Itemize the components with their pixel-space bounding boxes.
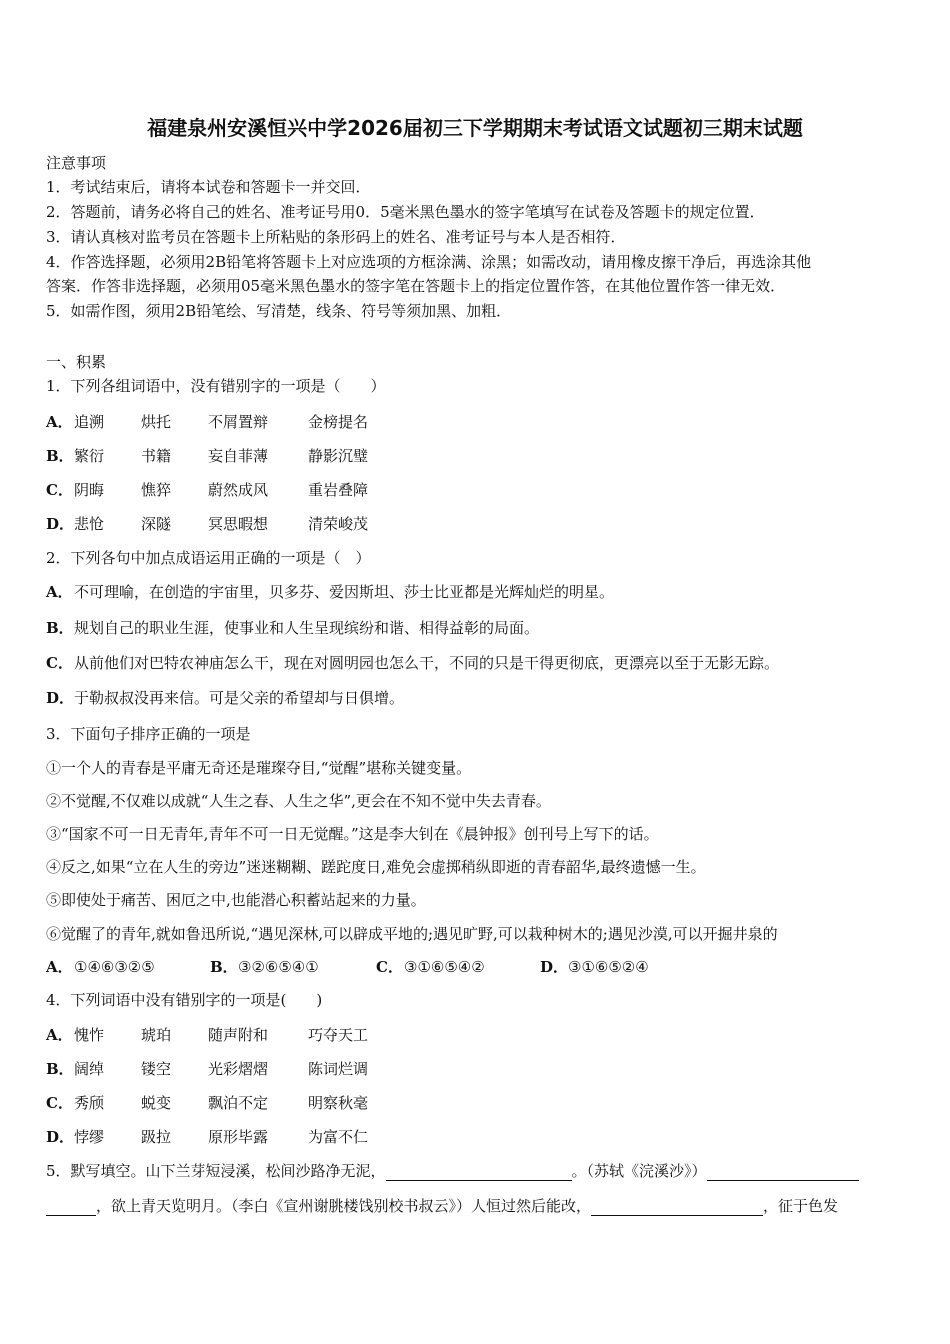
- option-word: 冥思暇想: [208, 515, 269, 533]
- option-word: 飘泊不定: [208, 1094, 269, 1112]
- q3-sentence-6: ⑥觉醒了的青年,就如鲁迅所说,“遇见深林,可以辟成平地的;遇见旷野,可以栽种树木的;遇见沙漠,可以开掘井泉的: [46, 925, 778, 943]
- q4-option-a: [46, 1025, 368, 1045]
- option-label: B．: [210, 958, 238, 976]
- option-word: 蜕变: [141, 1094, 172, 1112]
- q5-text: 5．默写填空。山下兰芽短浸溪，松间沙路净无泥，: [46, 1162, 386, 1180]
- option-text: ③②⑥⑤④①: [238, 958, 319, 976]
- q2-option-d: [46, 688, 404, 708]
- option-word: 清荣峻茂: [308, 515, 369, 533]
- notice-item-4: 4．作答选择题，必须用2B铅笔将答题卡上对应选项的方框涂满、涂黑；如需改动，请用橡皮擦干净后，再选涂其他: [46, 253, 812, 271]
- option-word: 光彩熠熠: [208, 1060, 269, 1078]
- answer-blank: [591, 1199, 763, 1216]
- section-heading: 一、积累: [46, 353, 107, 371]
- q2-stem: 2．下列各句中加点成语运用正确的一项是（ ）: [46, 549, 371, 567]
- option-label: D．: [46, 1128, 75, 1146]
- option-word: 悲怆: [74, 515, 105, 533]
- option-label: C．: [376, 958, 403, 976]
- q1-option-a: [46, 412, 368, 432]
- q1-option-d: [46, 514, 368, 534]
- option-word: 深隧: [141, 515, 172, 533]
- q3-sentence-5: ⑤即使处于痛苦、困厄之中,也能潜心积蓄站起来的力量。: [46, 891, 426, 909]
- option-word: 繁衍: [74, 447, 105, 465]
- option-word: 巧夺天工: [308, 1026, 369, 1044]
- q2-option-c: [46, 653, 779, 673]
- notice-item-4-cont: 答案．作答非选择题，必须用05毫米黑色墨水的签字笔在答题卡上的指定位置作答，在其他位置作答一律无效．: [46, 277, 786, 295]
- option-word: 为富不仁: [308, 1128, 369, 1146]
- option-text: ③①⑥⑤②④: [568, 958, 649, 976]
- q2-option-b: [46, 618, 539, 638]
- option-word: 琥珀: [141, 1026, 172, 1044]
- option-word: 追溯: [74, 413, 105, 431]
- q5-text: ，欲上青天览明月。（李白《宣州谢朓楼饯别校书叔云》）人恒过然后能改，: [96, 1197, 592, 1215]
- option-label: A．: [46, 958, 73, 976]
- q4-option-c: [46, 1093, 368, 1113]
- option-label: C．: [46, 654, 73, 672]
- option-word: 阔绰: [74, 1060, 105, 1078]
- q1-option-b: [46, 446, 368, 466]
- q2-option-a: [46, 582, 614, 602]
- option-word: 原形毕露: [208, 1128, 269, 1146]
- option-label: C．: [46, 1094, 73, 1112]
- q3-sentence-4: ④反之,如果“立在人生的旁边”迷迷糊糊、蹉跎度日,难免会虚掷稍纵即逝的青春韶华,最终遗憾一生。: [46, 858, 706, 876]
- option-word: 随声附和: [208, 1026, 269, 1044]
- q3-options: [46, 957, 649, 977]
- q3-sentence-1: ①一个人的青春是平庸无奇还是璀璨夺目,“觉醒”堪称关键变量。: [46, 759, 472, 777]
- q4-option-d: [46, 1127, 368, 1147]
- option-word: 趿拉: [141, 1128, 172, 1146]
- option-text: 于勒叔叔没再来信。可是父亲的希望却与日俱增。: [74, 689, 405, 707]
- option-word: 烘托: [141, 413, 172, 431]
- option-label: C．: [46, 481, 73, 499]
- option-text: ①④⑥③②⑤: [74, 958, 155, 976]
- option-word: 愧怍: [74, 1026, 105, 1044]
- option-label: D．: [46, 689, 75, 707]
- q3-sentence-2: ②不觉醒,不仅难以成就“人生之春、人生之华”,更会在不知不觉中失去青春。: [46, 792, 551, 810]
- q4-option-b: [46, 1059, 368, 1079]
- q5-text: ，征于色发: [763, 1197, 839, 1215]
- notice-heading: 注意事项: [46, 154, 107, 172]
- option-label: B．: [46, 447, 74, 465]
- option-word: 静影沉璧: [308, 447, 369, 465]
- option-label: D．: [540, 958, 569, 976]
- q3-sentence-3: ③“国家不可一日无青年,青年不可一日无觉醒。”这是李大钊在《晨钟报》创刊号上写下的话。: [46, 825, 659, 843]
- answer-blank: [707, 1164, 859, 1181]
- option-word: 妄自菲薄: [208, 447, 269, 465]
- page-title: 福建泉州安溪恒兴中学2026届初三下学期期末考试语文试题初三期末试题: [147, 116, 803, 140]
- option-word: 阴晦: [74, 481, 105, 499]
- option-label: A．: [46, 1026, 73, 1044]
- option-word: 重岩叠障: [308, 481, 369, 499]
- q1-stem: 1．下列各组词语中，没有错别字的一项是（ ）: [46, 377, 386, 395]
- option-text: 规划自己的职业生涯，使事业和人生呈现缤纷和谐、相得益彰的局面。: [74, 619, 540, 637]
- option-word: 陈词烂调: [308, 1060, 369, 1078]
- notice-item-5: 5．如需作图，须用2B铅笔绘、写清楚，线条、符号等须加黑、加粗．: [46, 302, 512, 320]
- q4-stem: 4．下列词语中没有错别字的一项是( ): [46, 991, 323, 1009]
- option-word: 书籍: [141, 447, 172, 465]
- q1-option-c: [46, 480, 368, 500]
- option-word: 秀颀: [74, 1094, 105, 1112]
- option-text: 从前他们对巴特农神庙怎么干，现在对圆明园也怎么干，不同的只是干得更彻底，更漂亮以至于无影无踪。: [74, 654, 780, 672]
- option-label: A．: [46, 583, 73, 601]
- notice-item-2: 2．答题前，请务必将自己的姓名、准考证号用0．5毫米黑色墨水的签字笔填写在试卷及答题卡的规定位置．: [46, 203, 765, 221]
- q5-line-2: [46, 1196, 838, 1216]
- answer-blank: [386, 1164, 572, 1181]
- notice-item-3: 3．请认真核对监考员在答题卡上所粘贴的条形码上的姓名、准考证号与本人是否相符．: [46, 228, 626, 246]
- option-word: 明察秋毫: [308, 1094, 369, 1112]
- q5-text: 。（苏轼《浣溪沙》）: [571, 1162, 707, 1180]
- option-label: B．: [46, 1060, 74, 1078]
- q5-line-1: [46, 1161, 859, 1181]
- q3-stem: 3．下面句子排序正确的一项是: [46, 725, 251, 743]
- option-word: 悖缪: [74, 1128, 105, 1146]
- option-label: D．: [46, 515, 75, 533]
- option-text: ③①⑥⑤④②: [404, 958, 485, 976]
- option-text: 不可理喻，在创造的宇宙里，贝多芬、爱因斯坦、莎士比亚都是光辉灿烂的明星。: [74, 583, 615, 601]
- answer-blank: [46, 1199, 96, 1216]
- option-word: 憔猝: [141, 481, 172, 499]
- option-word: 金榜提名: [308, 413, 369, 431]
- option-word: 不屑置辩: [208, 413, 269, 431]
- option-label: B．: [46, 619, 74, 637]
- option-word: 镂空: [141, 1060, 172, 1078]
- notice-item-1: 1．考试结束后，请将本试卷和答题卡一并交回．: [46, 178, 371, 196]
- option-word: 蔚然成风: [208, 481, 269, 499]
- option-label: A．: [46, 413, 73, 431]
